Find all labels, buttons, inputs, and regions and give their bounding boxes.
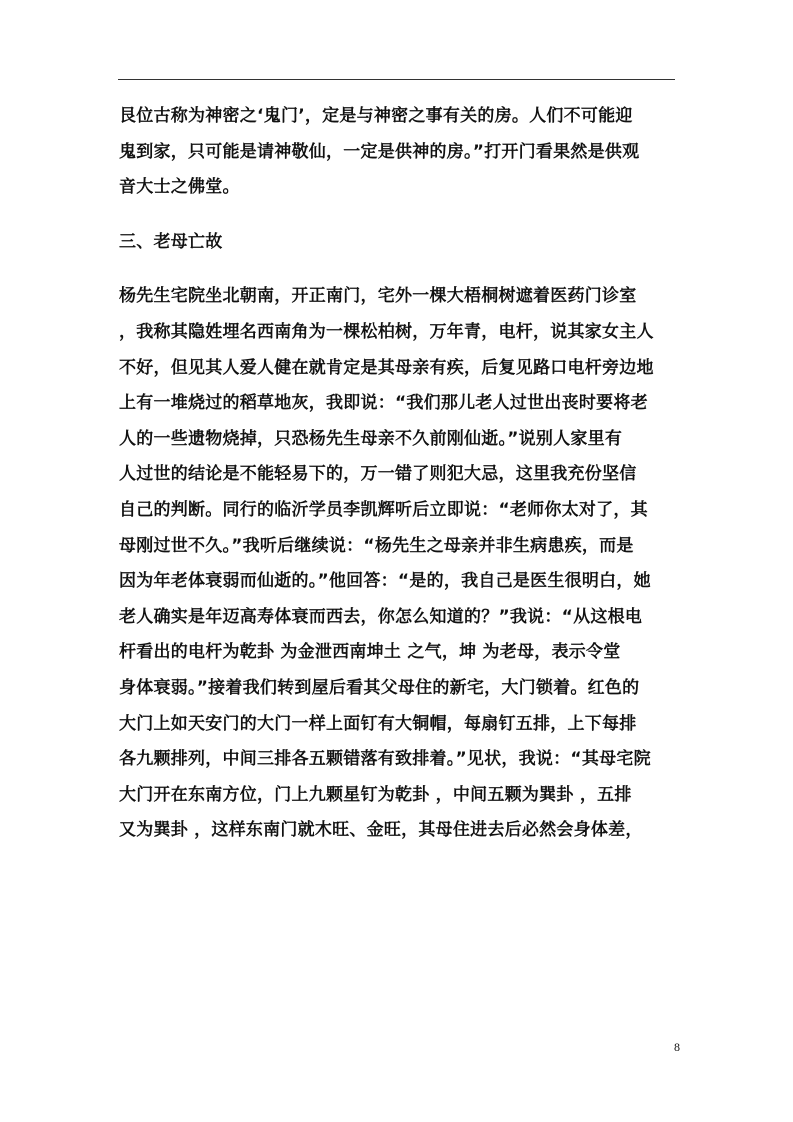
text-line: 杨先生宅院坐北朝南，开正南门，宅外一棵大梧桐树遮着医药门诊室 [119, 286, 637, 307]
paragraph-1 [119, 99, 679, 206]
text-line: 各九颗排列，中间三排各五颗错落有致排着。”见状，我说：“其母宅院 [119, 749, 651, 770]
text-line: 大门上如天安门的大门一样上面钉有大铜帽，每扇钉五排，上下每排 [119, 713, 637, 734]
text-line: 母刚过世不久。”我听后继续说：“杨先生之母亲并非生病患疾，而是 [119, 535, 634, 556]
text-line: 艮位古称为神密之‘鬼门’，定是与神密之事有关的房。人们不可能迎 [119, 106, 633, 126]
text-line: 身体衰弱。”接着我们转到屋后看其父母住的新宅，大门锁着。红色的 [119, 677, 640, 698]
paragraph-spacer [119, 260, 679, 279]
text-line: 大门开在东南方位，门上九颗星钉为乾卦 ，中间五颗为巽卦 ，五排 [119, 784, 632, 805]
text-line: 上有一堆烧过的稻草地灰，我即说：“我们那儿老人过世出丧时要将老 [119, 393, 648, 414]
paragraph-spacer [119, 206, 679, 225]
section-heading: 三、老母亡故 [119, 231, 223, 252]
text-line: 音大士之佛堂。 [119, 177, 240, 198]
text-line: 人的一些遗物烧掉，只恐杨先生母亲不久前刚仙逝。”说别人家里有 [119, 428, 623, 449]
text-line: 鬼到家，只可能是请神敬仙，一定是供神的房。”打开门看果然是供观 [119, 141, 640, 162]
document-body [119, 99, 679, 849]
page-number: 8 [674, 1040, 680, 1054]
text-line: 又为巽卦 ，这样东南门就木旺、金旺，其母住进去后必然会身体差， [119, 820, 643, 841]
text-line: 自己的判断。同行的临沂学员李凯辉听后立即说：“老师你太对了，其 [119, 499, 648, 520]
text-line: ，我称其隐姓埋名西南角为一棵松柏树，万年青，电杆，说其家女主人 [119, 321, 654, 342]
text-line: 因为年老体衰弱而仙逝的。”他回答：“是的，我自己是医生很明白，她 [119, 571, 651, 592]
header-rule [118, 79, 675, 80]
text-line: 老人确实是年迈高寿体衰而西去，你怎么知道的？”我说：“从这根电 [119, 606, 643, 627]
text-line: 杆看出的电杆为乾卦 为金泄西南坤土 之气，坤 为老母，表示令堂 [119, 642, 621, 663]
paragraph-2 [119, 279, 679, 849]
text-line: 人过世的结论是不能轻易下的，万一错了则犯大忌，这里我充份坚信 [119, 464, 637, 485]
text-line: 不好，但见其人爱人健在就肯定是其母亲有疾，后复见路口电杆旁边地 [119, 357, 654, 378]
